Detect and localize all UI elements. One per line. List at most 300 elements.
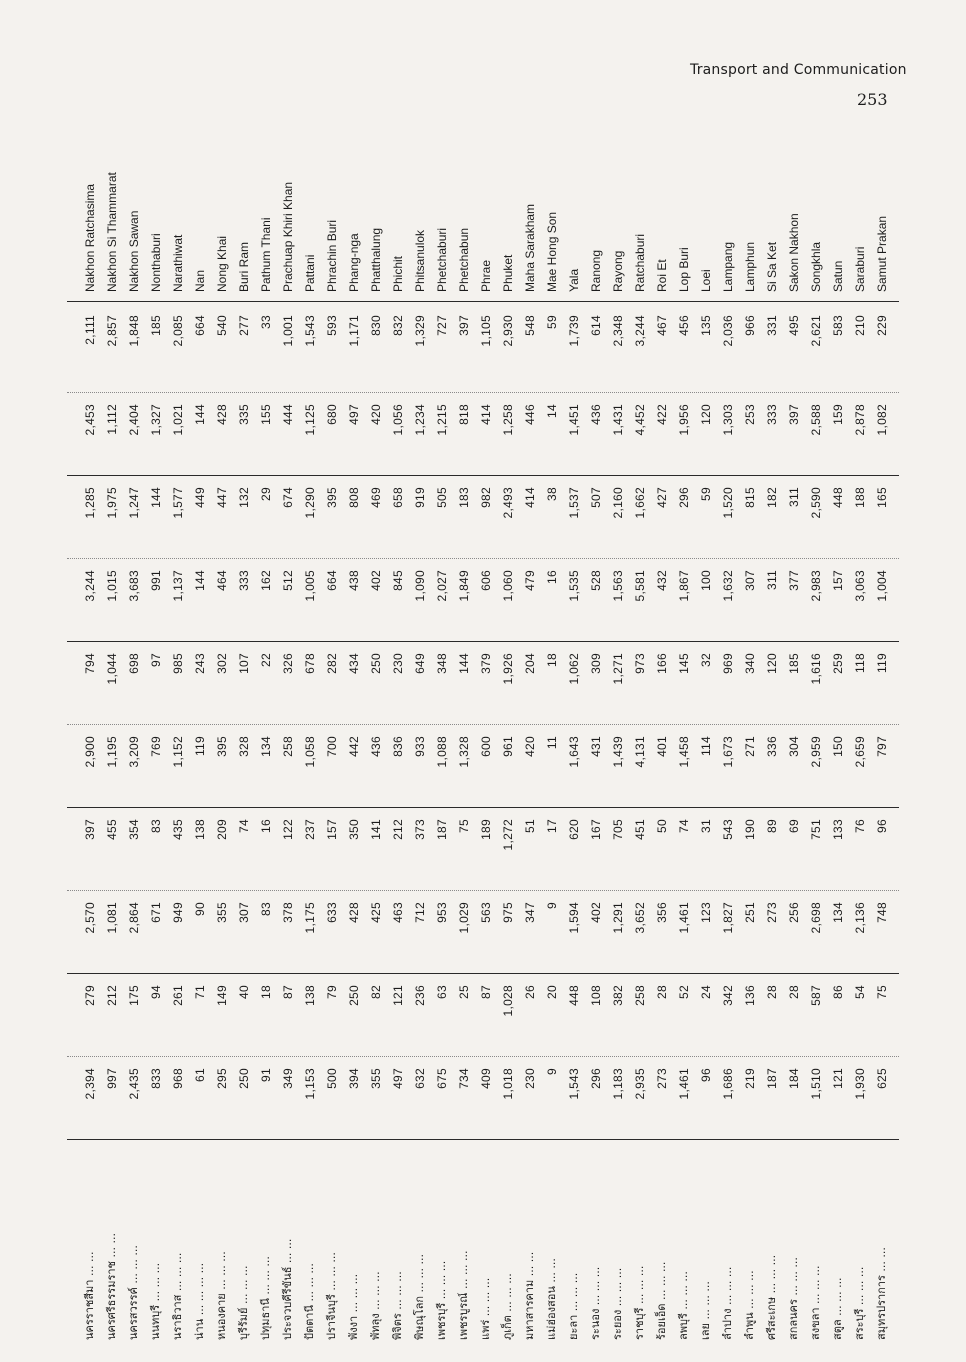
table-cell: 96 — [699, 1068, 713, 1082]
table-cell: 1,849 — [457, 570, 471, 602]
table-cell: 9 — [545, 902, 559, 909]
table-cell: 2,027 — [435, 570, 449, 602]
table-cell: 1,563 — [611, 570, 625, 602]
table-cell: 336 — [765, 736, 779, 757]
table-cell: 1,153 — [303, 1068, 317, 1100]
table-cell: 335 — [237, 404, 251, 425]
table-cell: 1,044 — [105, 653, 119, 685]
table-cell: 136 — [743, 985, 757, 1006]
table-cell: 74 — [237, 819, 251, 833]
table-cell: 497 — [391, 1068, 405, 1089]
table-cell: 185 — [149, 315, 163, 336]
table-cell: 166 — [655, 653, 669, 674]
table-cell: 1,461 — [677, 902, 691, 934]
table-cell: 1,029 — [457, 902, 471, 934]
table-cell: 982 — [479, 487, 493, 508]
table-cell: 1,956 — [677, 404, 691, 436]
table-cell: 282 — [325, 653, 339, 674]
table-cell: 4,452 — [633, 404, 647, 436]
table-cell: 451 — [633, 819, 647, 840]
table-cell: 1,673 — [721, 736, 735, 768]
table-cell: 442 — [347, 736, 361, 757]
table-cell: 355 — [215, 902, 229, 923]
table-cell: 1,328 — [457, 736, 471, 768]
table-cell: 28 — [765, 985, 779, 999]
table-cell: 705 — [611, 819, 625, 840]
table-cell: 614 — [589, 315, 603, 336]
table-cell: 425 — [369, 902, 383, 923]
table-cell: 543 — [721, 819, 735, 840]
table-cell: 175 — [127, 985, 141, 1006]
table-cell: 145 — [677, 653, 691, 674]
table-cell: 420 — [523, 736, 537, 757]
table-cell: 100 — [699, 570, 713, 591]
table-cell: 14 — [545, 404, 559, 418]
table-cell: 1,272 — [501, 819, 515, 851]
english-province-name: Phang-nga — [347, 233, 361, 292]
table-cell: 16 — [259, 819, 273, 833]
table-cell: 1,291 — [611, 902, 625, 934]
table-cell: 1,867 — [677, 570, 691, 602]
table-cell: 1,327 — [149, 404, 163, 436]
table-cell: 1,520 — [721, 487, 735, 519]
table-cell: 1,290 — [303, 487, 317, 519]
table-cell: 144 — [193, 570, 207, 591]
table-cell: 11 — [545, 736, 559, 750]
table-cell: 973 — [633, 653, 647, 674]
table-cell: 75 — [875, 985, 889, 999]
table-cell: 1,001 — [281, 315, 295, 347]
section-header-title: Transport and Communication — [690, 62, 907, 78]
table-cell: 18 — [545, 653, 559, 667]
thai-province-name: ลำปาง ... ... ... — [721, 1266, 734, 1340]
table-cell: 1,060 — [501, 570, 515, 602]
table-cell: 1,848 — [127, 315, 141, 347]
table-cell: 2,435 — [127, 1068, 141, 1100]
table-cell: 271 — [743, 736, 757, 757]
table-cell: 1,005 — [303, 570, 317, 602]
table-cell: 379 — [479, 653, 493, 674]
english-province-name: Ratchaburi — [633, 233, 647, 292]
table-cell: 250 — [369, 653, 383, 674]
table-cell: 114 — [699, 736, 713, 757]
thai-province-name: ระยอง ... ... ... — [611, 1267, 624, 1340]
table-cell: 505 — [435, 487, 449, 508]
table-cell: 2,935 — [633, 1068, 647, 1100]
english-province-name: Pattani — [303, 254, 317, 292]
table-cell: 712 — [413, 902, 427, 923]
english-province-name: Roi Et — [655, 259, 669, 292]
table-cell: 1,090 — [413, 570, 427, 602]
table-cell: 3,652 — [633, 902, 647, 934]
table-cell: 52 — [677, 985, 691, 999]
table-cell: 674 — [281, 487, 295, 508]
table-cell: 794 — [83, 653, 97, 674]
table-cell: 2,404 — [127, 404, 141, 436]
table-cell: 436 — [369, 736, 383, 757]
table-cell: 190 — [743, 819, 757, 840]
table-cell: 50 — [655, 819, 669, 833]
table-cell: 24 — [699, 985, 713, 999]
table-cell: 4,131 — [633, 736, 647, 768]
table-cell: 373 — [413, 819, 427, 840]
table-cell: 933 — [413, 736, 427, 757]
table-cell: 90 — [193, 902, 207, 916]
table-cell: 3,063 — [853, 570, 867, 602]
thai-province-name: ประจวบคีรีขันธ์ ... ... — [281, 1238, 294, 1340]
table-cell: 75 — [457, 819, 471, 833]
thai-province-name: เลย ... ... ... — [699, 1281, 712, 1340]
table-cell: 1,662 — [633, 487, 647, 519]
table-cell: 1,577 — [171, 487, 185, 519]
table-cell: 296 — [589, 1068, 603, 1089]
table-cell: 2,878 — [853, 404, 867, 436]
english-province-name: Nakhon Ratchasima — [83, 183, 97, 292]
table-cell: 625 — [875, 1068, 889, 1089]
table-cell: 464 — [215, 570, 229, 591]
english-province-name: Phichit — [391, 255, 405, 292]
table-cell: 734 — [457, 1068, 471, 1089]
table-cell: 1,015 — [105, 570, 119, 602]
table-cell: 428 — [347, 902, 361, 923]
english-province-name: Satun — [831, 260, 845, 292]
table-cell: 333 — [237, 570, 251, 591]
table-cell: 273 — [655, 1068, 669, 1089]
table-cell: 356 — [655, 902, 669, 923]
table-cell: 587 — [809, 985, 823, 1006]
table-cell: 658 — [391, 487, 405, 508]
table-cell: 830 — [369, 315, 383, 336]
table-cell: 548 — [523, 315, 537, 336]
table-cell: 159 — [831, 404, 845, 425]
table-cell: 751 — [809, 819, 823, 840]
table-cell: 212 — [391, 819, 405, 840]
table-cell: 463 — [391, 902, 405, 923]
table-cell: 1,112 — [105, 404, 119, 435]
table-cell: 326 — [281, 653, 295, 674]
table-cell: 348 — [435, 653, 449, 674]
table-cell: 167 — [589, 819, 603, 840]
table-cell: 968 — [171, 1068, 185, 1089]
table-cell: 204 — [523, 653, 537, 674]
table-cell: 2,570 — [83, 902, 97, 934]
table-cell: 1,258 — [501, 404, 515, 436]
thai-province-name: แพร่ ... ... ... — [479, 1277, 492, 1340]
english-province-name: Phrachin Buri — [325, 219, 339, 292]
table-cell: 680 — [325, 404, 339, 425]
thai-province-name: สมุทรปราการ ... ... — [875, 1247, 888, 1340]
thai-province-name: ปัตตานี ... ... ... — [303, 1263, 316, 1340]
table-cell: 409 — [479, 1068, 493, 1089]
table-cell: 59 — [545, 315, 559, 329]
table-cell: 16 — [545, 570, 559, 584]
table-cell: 479 — [523, 570, 537, 591]
table-cell: 340 — [743, 653, 757, 674]
table-cell: 985 — [171, 653, 185, 674]
table-cell: 155 — [259, 404, 273, 425]
table-cell: 1,303 — [721, 404, 735, 436]
table-cell: 120 — [765, 653, 779, 674]
table-cell: 414 — [523, 487, 537, 508]
english-province-name: Phetchaburi — [435, 227, 449, 292]
table-cell: 122 — [281, 819, 295, 840]
table-cell: 182 — [765, 487, 779, 508]
english-province-name: Lamphun — [743, 241, 757, 292]
table-cell: 277 — [237, 315, 251, 336]
table-row — [869, 155, 895, 1340]
table-cell: 82 — [369, 985, 383, 999]
table-cell: 138 — [303, 985, 317, 1006]
english-province-name: Lop Buri — [677, 247, 691, 292]
table-cell: 818 — [457, 404, 471, 425]
table-cell: 63 — [435, 985, 449, 999]
table-cell: 500 — [325, 1068, 339, 1089]
table-cell: 1,739 — [567, 315, 581, 347]
table-cell: 89 — [765, 819, 779, 833]
table-cell: 467 — [655, 315, 669, 336]
table-cell: 71 — [193, 985, 207, 999]
table-cell: 563 — [479, 902, 493, 923]
table-cell: 1,285 — [83, 487, 97, 519]
table-cell: 184 — [787, 1068, 801, 1089]
table-cell: 91 — [259, 1068, 273, 1082]
table-cell: 258 — [281, 736, 295, 757]
table-cell: 447 — [215, 487, 229, 508]
thai-province-name: ร้อยเอ็ด ... ... ... — [655, 1261, 668, 1340]
table-cell: 2,900 — [83, 736, 97, 768]
table-cell: 134 — [831, 902, 845, 923]
table-cell: 2,588 — [809, 404, 823, 436]
table-cell: 2,036 — [721, 315, 735, 347]
table-cell: 431 — [589, 736, 603, 757]
table-cell: 230 — [523, 1068, 537, 1089]
table-cell: 1,975 — [105, 487, 119, 519]
english-province-name: Phetchabun — [457, 227, 471, 292]
table-cell: 219 — [743, 1068, 757, 1089]
table-cell: 309 — [589, 653, 603, 674]
table-cell: 1,125 — [303, 404, 317, 436]
table-cell: 28 — [787, 985, 801, 999]
thai-province-name: แม่ฮ่องสอน ... ... — [545, 1258, 558, 1340]
table-cell: 446 — [523, 404, 537, 425]
table-cell: 769 — [149, 736, 163, 757]
table-cell: 83 — [149, 819, 163, 833]
table-cell: 150 — [831, 736, 845, 757]
table-cell: 2,698 — [809, 902, 823, 934]
table-cell: 1,183 — [611, 1068, 625, 1100]
english-province-name: Saraburi — [853, 246, 867, 292]
thai-province-name: ระนอง ... ... ... — [589, 1266, 602, 1340]
table-cell: 397 — [83, 819, 97, 840]
table-cell: 1,195 — [105, 736, 119, 768]
table-cell: 664 — [193, 315, 207, 336]
english-province-name: Buri Ram — [237, 241, 251, 292]
table-cell: 295 — [215, 1068, 229, 1089]
table-cell: 132 — [237, 487, 251, 508]
table-cell: 5,581 — [633, 570, 647, 602]
thai-province-name: นครศรีธรรมราช ... ... — [105, 1233, 118, 1340]
table-cell: 2,493 — [501, 487, 515, 519]
rotated-statistics-table — [67, 155, 899, 1340]
table-cell: 583 — [831, 315, 845, 336]
table-cell: 250 — [237, 1068, 251, 1089]
table-cell: 3,244 — [633, 315, 647, 347]
table-cell: 678 — [303, 653, 317, 674]
table-cell: 237 — [303, 819, 317, 840]
table-cell: 210 — [853, 315, 867, 336]
table-cell: 969 — [721, 653, 735, 674]
table-cell: 311 — [765, 570, 779, 591]
thai-province-name: นครราชสีมา ... ... — [83, 1251, 96, 1340]
table-cell: 675 — [435, 1068, 449, 1089]
table-cell: 79 — [325, 985, 339, 999]
table-cell: 606 — [479, 570, 493, 591]
english-province-name: Si Sa Ket — [765, 241, 779, 292]
thai-province-name: ปทุมธานี ... ... ... — [259, 1256, 272, 1340]
table-cell: 144 — [149, 487, 163, 508]
table-cell: 2,590 — [809, 487, 823, 519]
table-cell: 350 — [347, 819, 361, 840]
table-cell: 31 — [699, 819, 713, 833]
english-province-name: Mae Hong Son — [545, 211, 559, 292]
table-cell: 815 — [743, 487, 757, 508]
table-cell: 395 — [215, 736, 229, 757]
english-province-name: Prachuap Khiri Khan — [281, 181, 295, 292]
table-cell: 961 — [501, 736, 515, 757]
table-cell: 1,632 — [721, 570, 735, 602]
table-cell: 401 — [655, 736, 669, 757]
table-cell: 342 — [721, 985, 735, 1006]
page-number: 253 — [857, 90, 888, 109]
table-cell: 435 — [171, 819, 185, 840]
table-cell: 428 — [215, 404, 229, 425]
table-cell: 119 — [875, 653, 889, 674]
table-cell: 118 — [853, 653, 867, 674]
thai-province-name: นราธิวาส ... ... ... — [171, 1252, 184, 1340]
thai-province-name: น่าน ... ... ... ... — [193, 1262, 206, 1340]
table-cell: 991 — [149, 570, 163, 591]
table-cell: 427 — [655, 487, 669, 508]
table-cell: 9 — [545, 1068, 559, 1075]
english-province-name: Pathum Thani — [259, 217, 273, 292]
table-cell: 448 — [831, 487, 845, 508]
table-cell: 253 — [743, 404, 757, 425]
table-cell: 2,983 — [809, 570, 823, 602]
table-cell: 354 — [127, 819, 141, 840]
table-cell: 497 — [347, 404, 361, 425]
table-cell: 2,930 — [501, 315, 515, 347]
table-cell: 250 — [347, 985, 361, 1006]
table-cell: 540 — [215, 315, 229, 336]
table-cell: 833 — [149, 1068, 163, 1089]
table-cell: 28 — [655, 985, 669, 999]
table-cell: 395 — [325, 487, 339, 508]
table-cell: 307 — [237, 902, 251, 923]
table-cell: 748 — [875, 902, 889, 923]
table-cell: 261 — [171, 985, 185, 1006]
table-cell: 2,085 — [171, 315, 185, 347]
table-cell: 1,643 — [567, 736, 581, 768]
table-cell: 61 — [193, 1068, 207, 1082]
table-cell: 74 — [677, 819, 691, 833]
table-cell: 76 — [853, 819, 867, 833]
table-cell: 436 — [589, 404, 603, 425]
table-cell: 1,461 — [677, 1068, 691, 1100]
table-cell: 845 — [391, 570, 405, 591]
table-cell: 1,137 — [171, 570, 185, 602]
table-cell: 157 — [831, 570, 845, 591]
english-province-name: Samut Prakan — [875, 215, 889, 292]
english-province-name: Nakhon Sawan — [127, 210, 141, 292]
english-province-name: Sakon Nakhon — [787, 213, 801, 292]
table-cell: 331 — [765, 315, 779, 336]
table-cell: 59 — [699, 487, 713, 501]
table-cell: 188 — [853, 487, 867, 508]
table-cell: 69 — [787, 819, 801, 833]
table-cell: 402 — [369, 570, 383, 591]
table-cell: 2,136 — [853, 902, 867, 934]
table-cell: 402 — [589, 902, 603, 923]
table-cell: 1,088 — [435, 736, 449, 768]
table-cell: 17 — [545, 819, 559, 833]
table-cell: 333 — [765, 404, 779, 425]
table-cell: 1,594 — [567, 902, 581, 934]
table-cell: 259 — [831, 653, 845, 674]
table-cell: 107 — [237, 653, 251, 674]
table-cell: 119 — [193, 736, 207, 757]
table-cell: 1,056 — [391, 404, 405, 436]
table-cell: 836 — [391, 736, 405, 757]
english-province-name: Phrae — [479, 259, 493, 292]
table-cell: 1,004 — [875, 570, 889, 602]
table-cell: 1,543 — [303, 315, 317, 347]
table-cell: 296 — [677, 487, 691, 508]
table-cell: 512 — [281, 570, 295, 591]
table-cell: 2,864 — [127, 902, 141, 934]
table-cell: 183 — [457, 487, 471, 508]
table-cell: 2,453 — [83, 404, 97, 436]
table-cell: 1,439 — [611, 736, 625, 768]
table-cell: 2,959 — [809, 736, 823, 768]
table-cell: 1,105 — [479, 315, 493, 347]
table-cell: 165 — [875, 487, 889, 508]
table-cell: 347 — [523, 902, 537, 923]
table-cell: 1,451 — [567, 404, 581, 436]
thai-province-name: พังงา ... ... ... — [347, 1273, 360, 1340]
table-cell: 162 — [259, 570, 273, 591]
table-cell: 302 — [215, 653, 229, 674]
english-province-name: Phuket — [501, 254, 515, 292]
table-cell: 22 — [259, 653, 273, 667]
table-cell: 1,215 — [435, 404, 449, 436]
table-cell: 87 — [281, 985, 295, 999]
table-cell: 377 — [787, 570, 801, 591]
table-cell: 144 — [457, 653, 471, 674]
table-cell: 141 — [369, 819, 383, 840]
table-cell: 251 — [743, 902, 757, 923]
table-cell: 33 — [259, 315, 273, 329]
table-cell: 438 — [347, 570, 361, 591]
table-cell: 455 — [105, 819, 119, 840]
table-cell: 1,021 — [171, 404, 185, 436]
thai-province-name: ศรีสะเกษ ... ... ... — [765, 1254, 778, 1340]
table-cell: 108 — [589, 985, 603, 1006]
english-province-name: Narathiwat — [171, 234, 185, 292]
table-cell: 1,234 — [413, 404, 427, 436]
table-cell: 355 — [369, 1068, 383, 1089]
thai-province-name: นครสวรรค์ ... ... ... — [127, 1245, 140, 1340]
table-cell: 230 — [391, 653, 405, 674]
